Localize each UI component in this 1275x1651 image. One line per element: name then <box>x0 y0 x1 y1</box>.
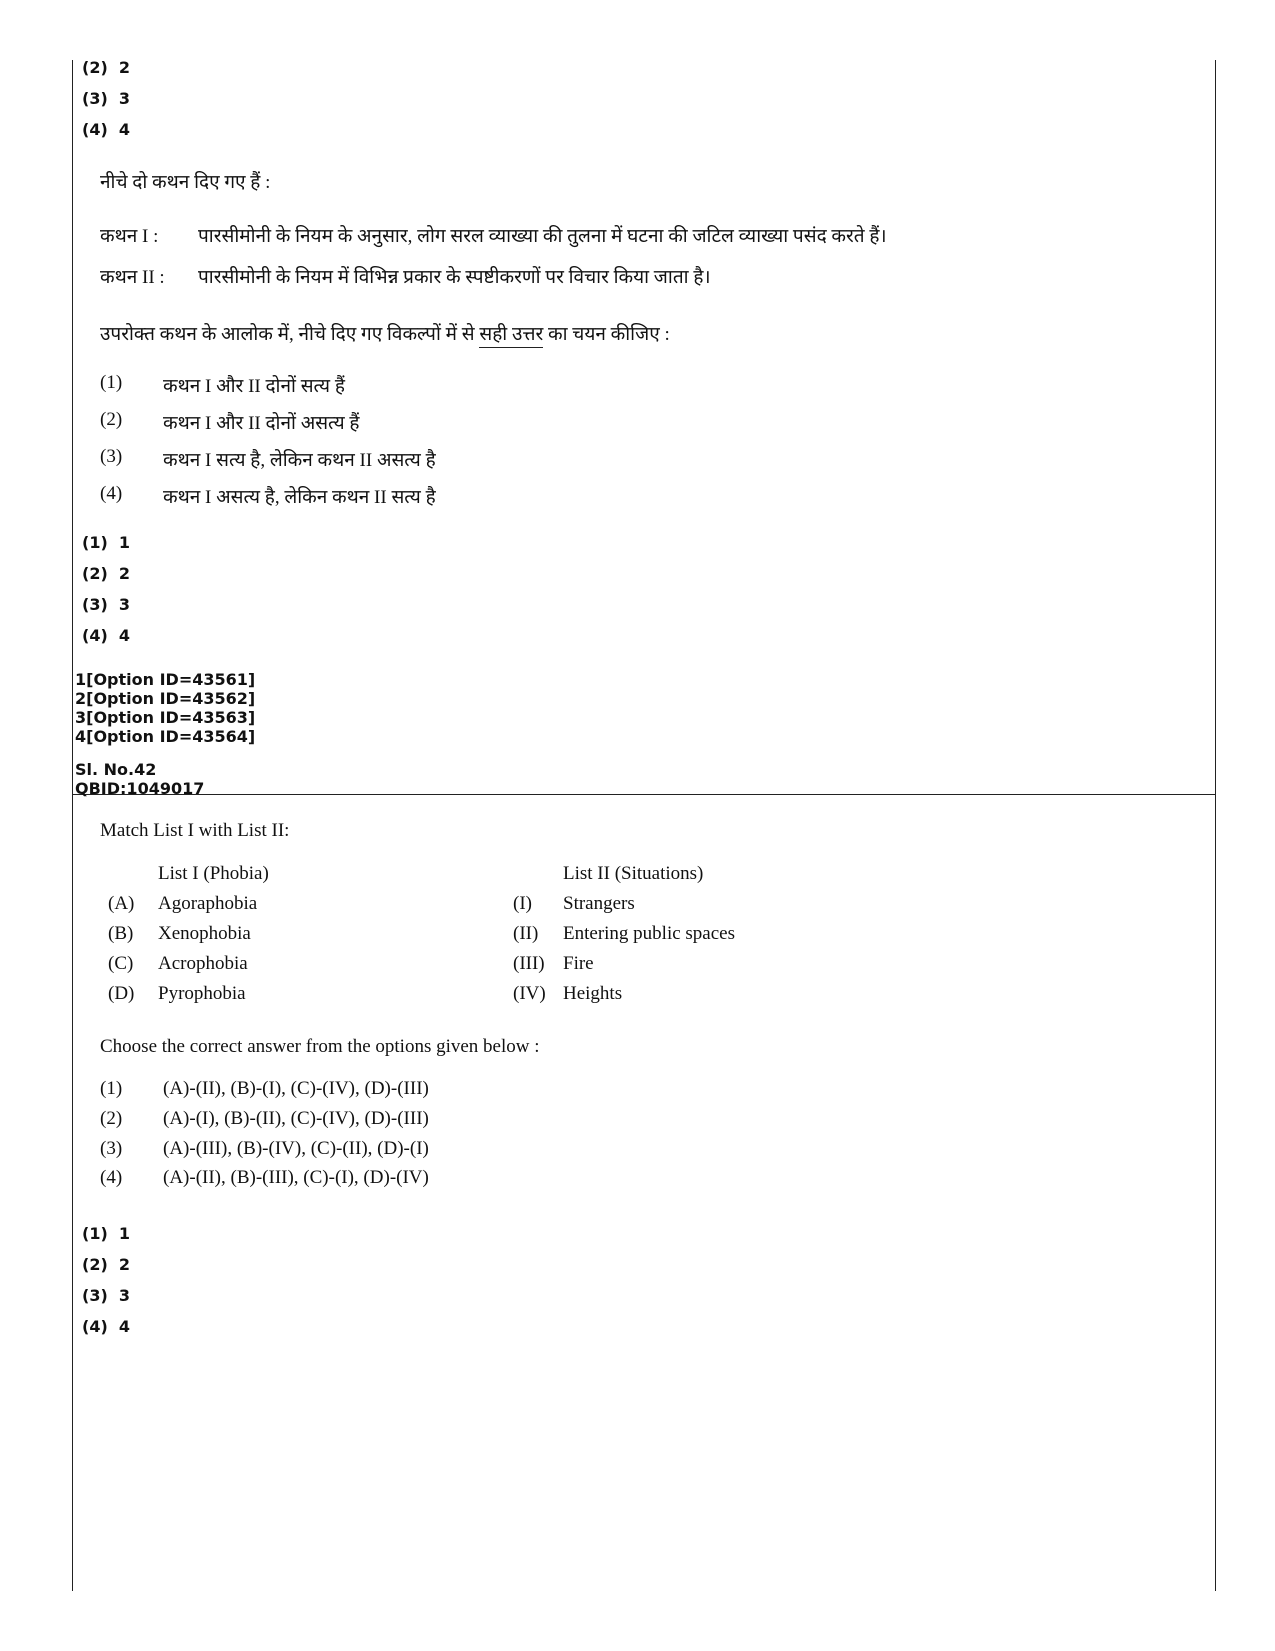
list2-item: Entering public spaces <box>563 923 736 944</box>
q42-answer-3[interactable] <box>82 1286 130 1305</box>
list1-item: Xenophobia <box>158 923 251 944</box>
q41-answer-2[interactable] <box>82 564 130 583</box>
q41-choice-2-text: कथन I और II दोनों असत्य हैं <box>163 413 360 434</box>
list2-key: (I) <box>513 893 532 914</box>
list1-item: Pyrophobia <box>158 983 246 1004</box>
list1-key: (A) <box>108 893 135 914</box>
option-id-3: 3[Option ID=43563] <box>75 708 256 727</box>
q41-prompt <box>100 320 670 346</box>
answer-value: 4 <box>118 626 131 645</box>
question-separator <box>73 794 1215 795</box>
list1-key: (C) <box>108 953 134 974</box>
q41-answer-3[interactable] <box>82 595 130 614</box>
q42-choice-4-num: (4) <box>100 1167 123 1188</box>
option-value: 2 <box>118 58 131 77</box>
q41-answer-1[interactable] <box>82 533 130 552</box>
option-value: 3 <box>118 89 131 108</box>
q42-choice-3-text: (A)-(III), (B)-(IV), (C)-(II), (D)-(I) <box>163 1138 429 1159</box>
option-number: (3) <box>82 89 108 108</box>
list1-header: List I (Phobia) <box>158 863 269 884</box>
answer-value: 3 <box>118 1286 131 1305</box>
answer-value: 2 <box>118 1255 131 1274</box>
option-id-1: 1[Option ID=43561] <box>75 670 256 689</box>
q42-choice-1-text: (A)-(II), (B)-(I), (C)-(IV), (D)-(III) <box>163 1078 429 1099</box>
list2-key: (II) <box>513 923 539 944</box>
list1-key: (D) <box>108 983 135 1004</box>
list1-key: (B) <box>108 923 134 944</box>
answer-number: (2) <box>82 564 108 583</box>
list1-item: Agoraphobia <box>158 893 258 914</box>
option-value: 4 <box>118 120 131 139</box>
q41-choice-3-num: (3) <box>100 446 123 467</box>
q42-intro: Match List I with List II: <box>100 820 290 841</box>
answer-value: 1 <box>118 1224 131 1243</box>
q42-choice-2-text: (A)-(I), (B)-(II), (C)-(IV), (D)-(III) <box>163 1108 429 1129</box>
q41-choice-3-text: कथन I सत्य है, लेकिन कथन II असत्य है <box>163 450 436 471</box>
top-option-3 <box>82 89 130 108</box>
list1-item: Acrophobia <box>158 953 248 974</box>
q41-statement-1-label: कथन I : <box>100 226 159 247</box>
q41-answer-4[interactable] <box>82 626 130 645</box>
q41-choice-2-num: (2) <box>100 409 123 430</box>
list2-key: (III) <box>513 953 545 974</box>
q42-answer-1[interactable] <box>82 1224 130 1243</box>
q42-answer-2[interactable] <box>82 1255 130 1274</box>
prompt-text-end: का चयन कीजिए : <box>548 324 670 345</box>
answer-number: (1) <box>82 1224 108 1243</box>
answer-number: (2) <box>82 1255 108 1274</box>
list2-key: (IV) <box>513 983 546 1004</box>
prompt-text: उपरोक्त कथन के आलोक में, नीचे दिए गए विकल्पों में से <box>100 324 475 345</box>
serial-number: Sl. No.42 <box>75 760 157 779</box>
q42-answer-4[interactable] <box>82 1317 130 1336</box>
answer-number: (4) <box>82 626 108 645</box>
q42-choice-3-num: (3) <box>100 1138 123 1159</box>
q41-intro: नीचे दो कथन दिए गए हैं : <box>100 172 271 193</box>
answer-number: (1) <box>82 533 108 552</box>
answer-number: (3) <box>82 1286 108 1305</box>
answer-value: 2 <box>118 564 131 583</box>
top-option-2 <box>82 58 130 77</box>
list2-item: Fire <box>563 953 594 974</box>
option-number: (2) <box>82 58 108 77</box>
q41-choice-1-text: कथन I और II दोनों सत्य हैं <box>163 376 345 397</box>
answer-value: 1 <box>118 533 131 552</box>
q42-choice-2-num: (2) <box>100 1108 123 1129</box>
q41-choice-4-text: कथन I असत्य है, लेकिन कथन II सत्य है <box>163 487 436 508</box>
list2-item: Strangers <box>563 893 635 914</box>
answer-value: 3 <box>118 595 131 614</box>
qbid: QBID:1049017 <box>75 779 205 798</box>
option-id-2: 2[Option ID=43562] <box>75 689 256 708</box>
q41-statement-1-text: पारसीमोनी के नियम के अनुसार, लोग सरल व्याख्या की तुलना में घटना की जटिल व्याख्या पसंद करते हैं। <box>198 226 887 247</box>
list2-header: List II (Situations) <box>563 863 704 884</box>
q42-choice-4-text: (A)-(II), (B)-(III), (C)-(I), (D)-(IV) <box>163 1167 429 1188</box>
q41-statement-2-label: कथन II : <box>100 267 165 288</box>
prompt-underlined: सही उत्तर <box>479 324 543 348</box>
q41-choice-4-num: (4) <box>100 483 123 504</box>
option-number: (4) <box>82 120 108 139</box>
q42-prompt: Choose the correct answer from the options given below : <box>100 1036 540 1057</box>
answer-value: 4 <box>118 1317 131 1336</box>
top-option-4 <box>82 120 130 139</box>
q41-statement-2-text: पारसीमोनी के नियम में विभिन्न प्रकार के स्पष्टीकरणों पर विचार किया जाता है। <box>198 267 711 288</box>
list2-item: Heights <box>563 983 623 1004</box>
q41-choice-1-num: (1) <box>100 372 123 393</box>
answer-number: (4) <box>82 1317 108 1336</box>
q42-choice-1-num: (1) <box>100 1078 123 1099</box>
option-id-4: 4[Option ID=43564] <box>75 727 256 746</box>
answer-number: (3) <box>82 595 108 614</box>
